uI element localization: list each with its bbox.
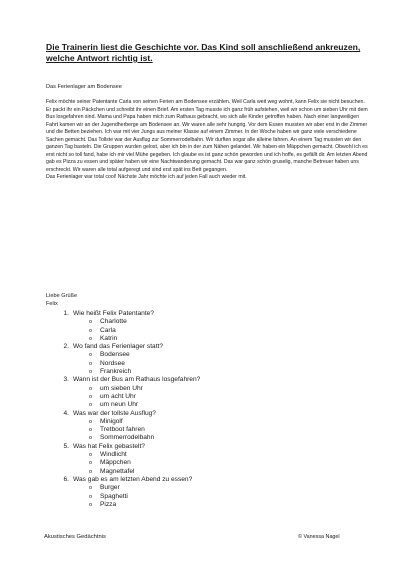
question-number: 3. [63,376,69,384]
question-number: 5. [63,442,69,450]
answer-options [56,318,356,343]
question-item [56,476,356,509]
question-item [56,343,356,376]
question-item [56,310,356,343]
answer-option[interactable] [56,360,356,368]
answer-options [56,484,356,509]
question-number: 1. [63,310,69,317]
question-text: Wo fand das Ferienlager statt? [73,343,164,351]
answer-option[interactable] [56,459,356,467]
answer-option-label: Charlotte [100,318,127,326]
question-list [56,310,356,509]
checkbox-circle-icon[interactable]: o [89,385,93,392]
checkbox-circle-icon[interactable]: o [89,493,93,500]
question-item [56,410,356,443]
answer-option-label: Burger [100,484,120,492]
answer-option-label: Spaghetti [100,492,128,500]
answer-option[interactable] [56,484,356,492]
question-text: Wie heißt Felix Patentante? [73,310,154,317]
signature: Felix [46,301,58,307]
footer-title: Akustisches Gedächtnis [44,534,106,540]
question-row [56,343,356,351]
closing-greeting: Liebe Grüße [46,293,78,299]
checkbox-circle-icon[interactable]: o [89,427,93,434]
checkbox-circle-icon[interactable]: o [89,485,93,492]
footer-copyright: © Vanessa Nagel [298,534,340,540]
answer-option-label: um sieben Uhr [100,384,143,392]
question-text: Was hat Felix gebastelt? [73,442,145,450]
answer-option[interactable] [56,451,356,459]
story-text [46,99,371,182]
answer-options [56,418,356,443]
checkbox-circle-icon[interactable]: o [89,319,93,326]
answer-option-label: Katrin [100,334,118,342]
answer-option-label: Carla [100,326,116,334]
answer-option-label: Magnettafel [100,467,135,475]
answer-option-label: Windlicht [100,451,127,459]
answer-option[interactable] [56,401,356,409]
question-text: Was gab es am letzten Abend zu essen? [73,475,193,483]
answer-option-label: um acht Uhr [100,392,136,400]
checkbox-circle-icon[interactable]: o [89,435,93,442]
answer-option[interactable] [56,501,356,509]
question-item [56,376,356,409]
answer-options [56,351,356,376]
answer-option[interactable] [56,493,356,501]
answer-option[interactable] [56,426,356,434]
checkbox-circle-icon[interactable]: o [89,327,93,334]
answer-option-label: Mäppchen [100,459,131,467]
instruction-heading: Die Trainerin liest die Geschichte vor. Das Kind soll anschließend ankreuzen, welche Antwort richtig ist. [46,42,361,63]
answer-option[interactable] [56,318,356,326]
answer-option[interactable] [56,327,356,335]
checkbox-circle-icon[interactable]: o [89,369,93,376]
answer-option-label: Tretboot fahren [100,426,145,434]
checkbox-circle-icon[interactable]: o [89,452,93,459]
story-paragraph: Felix möchte seiner Patentante Carla von seinen Ferien am Bodensee erzählen. Weil Carla weit weg wohnt, kann Felix sie nicht besuchen. Er packt ihr ein Päckchen und schreibt ihr einen Brief. Am ersten Tag musste ich ganz früh aufstehen, weil wir schon um sieben Uhr mit dem Bus losgefahren sind. Mama und Papa haben mich zum Rathaus gebracht, wo sich alle Kinder getroffen haben. Nach einer langweiligen Fahrt kamen wir an der Jugendherberge am Bodensee an. Wir waren alle sehr hungrig. Vor dem Essen mussten wir aber erst in die Zimmer und die Betten beziehen. Ich war mit vier Jungs aus meiner Klasse auf einem Zimmer. In der Woche haben wir ganz viele verschiedene Sachen gemacht. Das Tollste war der Ausflug zur Sommerrodelbahn. Wir durften sogar alle alleine fahren. An einem Tag mussten wir den ganzen Tag basteln. Die Gruppen wurden gelost, aber ich bin in der zum Nähen gelandet. Wir haben ein Mäppchen gemacht. Obwohl ich es erst nicht so toll fand, habe ich mir viel Mühe gegeben. Ich glaube es ist ganz schön geworden und ich hoffe, es gefällt dir. Am letzten Abend gab es Pizza zu essen und später haben wir eine Nachtwanderung gemacht. Das war ganz schön gruselig, manche Betreuer haben uns erschreckt. Wir waren alle total aufgeregt und sind erst spät ins Bett gegangen. [46,99,368,173]
answer-option[interactable] [56,418,356,426]
question-row [56,376,356,384]
answer-options [56,385,356,410]
answer-option[interactable] [56,351,356,359]
checkbox-circle-icon[interactable]: o [89,418,93,425]
answer-option-label: Bodensee [100,351,130,359]
question-row [56,443,356,451]
question-row [56,410,356,418]
answer-option-label: Sommerrodelbahn [100,434,155,442]
answer-option-label: Minigolf [100,417,123,425]
checkbox-circle-icon[interactable]: o [89,402,93,409]
question-text: Was war der tollste Ausflug? [73,409,156,417]
checkbox-circle-icon[interactable]: o [89,335,93,342]
question-number: 2. [63,343,69,351]
question-number: 6. [63,475,69,483]
checkbox-circle-icon[interactable]: o [89,468,93,475]
question-number: 4. [63,409,69,417]
checkbox-circle-icon[interactable]: o [89,352,93,359]
answer-options [56,451,356,476]
answer-option-label: Nordsee [100,359,125,367]
question-row [56,310,356,318]
question-row [56,476,356,484]
answer-option[interactable] [56,368,356,376]
answer-option-label: um neun Uhr [100,401,139,409]
answer-option[interactable] [56,385,356,393]
answer-option-label: Pizza [100,500,117,508]
letter-closing [46,292,77,308]
story-title: Das Ferienlager am Bodensee [46,84,122,90]
checkbox-circle-icon[interactable]: o [89,501,93,508]
answer-option[interactable] [56,434,356,442]
answer-option[interactable] [56,335,356,343]
checkbox-circle-icon[interactable]: o [89,460,93,467]
answer-option-label: Frankreich [100,368,132,376]
checkbox-circle-icon[interactable]: o [89,360,93,367]
question-text: Wann ist der Bus am Rathaus losgefahren? [73,376,201,384]
question-item [56,443,356,476]
answer-option[interactable] [56,468,356,476]
checkbox-circle-icon[interactable]: o [89,393,93,400]
answer-option[interactable] [56,393,356,401]
story-paragraph: Das Ferienlager war total cool! Nächste Jahr möchte ich auf jeden Fall auch wieder mit. [46,174,247,180]
